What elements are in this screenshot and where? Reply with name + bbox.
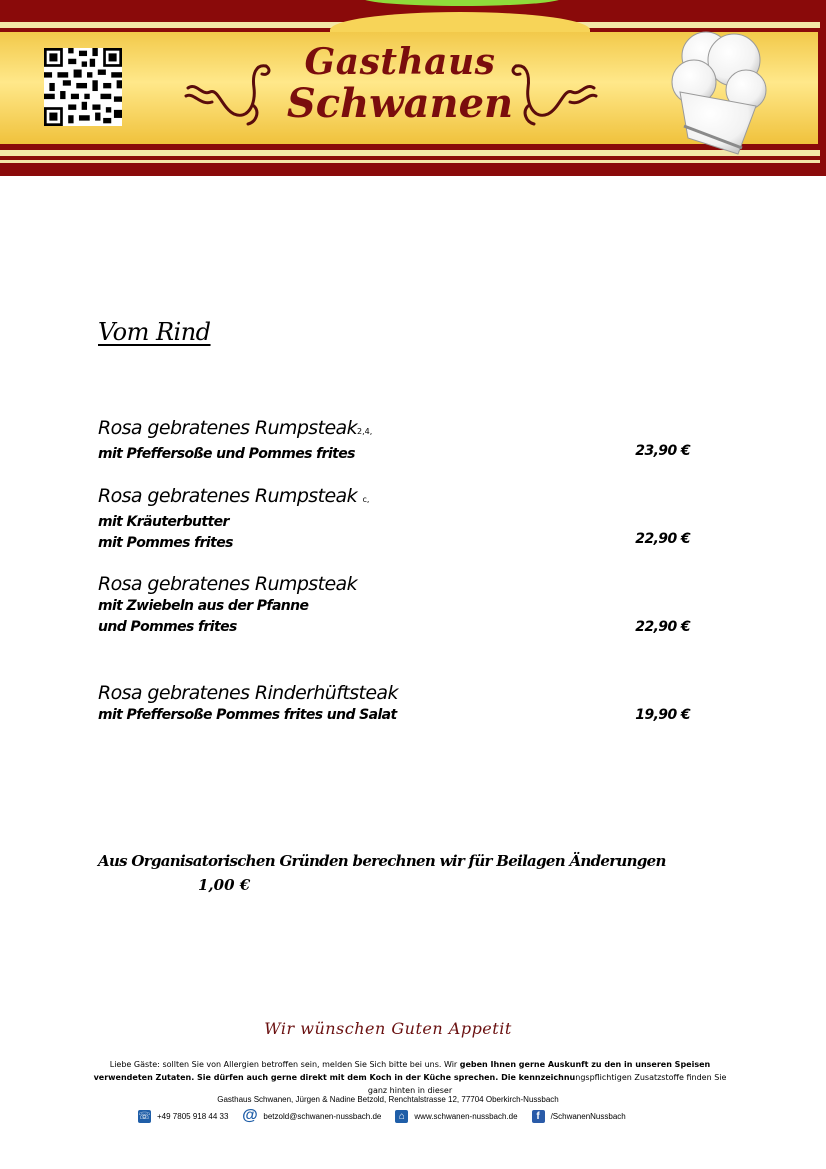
menu-item-price: 22,90 € [635,531,690,547]
menu-item-description: mit Pommes frites [98,535,233,551]
home-icon: ⌂ [395,1110,408,1123]
contact-email[interactable] [242,1107,382,1124]
surcharge-note: Aus Organisatorischen Gründen berechnen wir für Beilagen Änderungen [98,852,666,870]
closing-greeting: Wir wünschen Guten Appetit [264,1019,512,1038]
restaurant-title [250,41,550,127]
menu-item-description: und Pommes frites [98,619,237,635]
menu-item-name: Rosa gebratenes Rinderhüftsteak [98,682,398,704]
address-line: Gasthaus Schwanen, Jürgen & Nadine Betzold, Renchtalstrasse 12, 77704 Oberkirch-Nussbach [217,1095,559,1104]
menu-item-name: Rosa gebratenes Rumpsteak2,4, [98,417,373,439]
phone-number: +49 7805 918 44 33 [157,1111,229,1121]
contact-phone[interactable] [138,1110,228,1123]
title-line-1: Gasthaus [304,41,496,83]
banner-stripe [0,160,820,163]
decorative-arc [362,0,562,6]
website-url: www.schwanen-nussbach.de [414,1111,518,1121]
chef-hat-icon [664,20,774,160]
allergen-codes: c, [362,495,370,504]
menu-item-description: mit Kräuterbutter [98,514,229,530]
facebook-handle: /SchwanenNussbach [550,1111,626,1121]
allergen-notice: Liebe Gäste: sollten Sie von Allergien betroffen sein, melden Sie Sich bitte bei uns. Wir geben Ihnen gerne Auskunft zu den in unseren Speisen verwendeten Zutaten. Sie dürfen auch gerne direkt mit dem Koch in der Küche sprechen. Die kennzeichnungspflichtigen Zusatzstoffe finden Sie ganz hinten in dieser [93,1060,727,1095]
menu-item-name: Rosa gebratenes Rumpsteak c, [98,485,370,507]
facebook-icon: f [532,1110,545,1123]
qr-code-icon[interactable] [44,48,122,126]
surcharge-price: 1,00 € [198,876,251,894]
section-title: Vom Rind [98,318,211,346]
title-line-2: Schwanen [286,80,514,127]
menu-item-price: 23,90 € [635,443,690,459]
menu-item-description: mit Pfeffersoße und Pommes frites [98,446,355,462]
at-icon: @ [242,1107,258,1124]
menu-item-description: mit Zwiebeln aus der Pfanne [98,598,309,614]
allergen-codes: 2,4, [356,427,373,436]
menu-item-description: mit Pfeffersoße Pommes frites und Salat [98,707,397,723]
email-address: betzold@schwanen-nussbach.de [263,1111,382,1121]
menu-item-name: Rosa gebratenes Rumpsteak [98,573,357,595]
menu-item-price: 22,90 € [635,619,690,635]
menu-item-price: 19,90 € [635,707,690,723]
contact-website[interactable] [395,1110,517,1123]
contact-bar [138,1106,640,1126]
contact-facebook[interactable] [532,1110,626,1123]
header-banner [0,0,826,176]
phone-icon: ☏ [138,1110,151,1122]
